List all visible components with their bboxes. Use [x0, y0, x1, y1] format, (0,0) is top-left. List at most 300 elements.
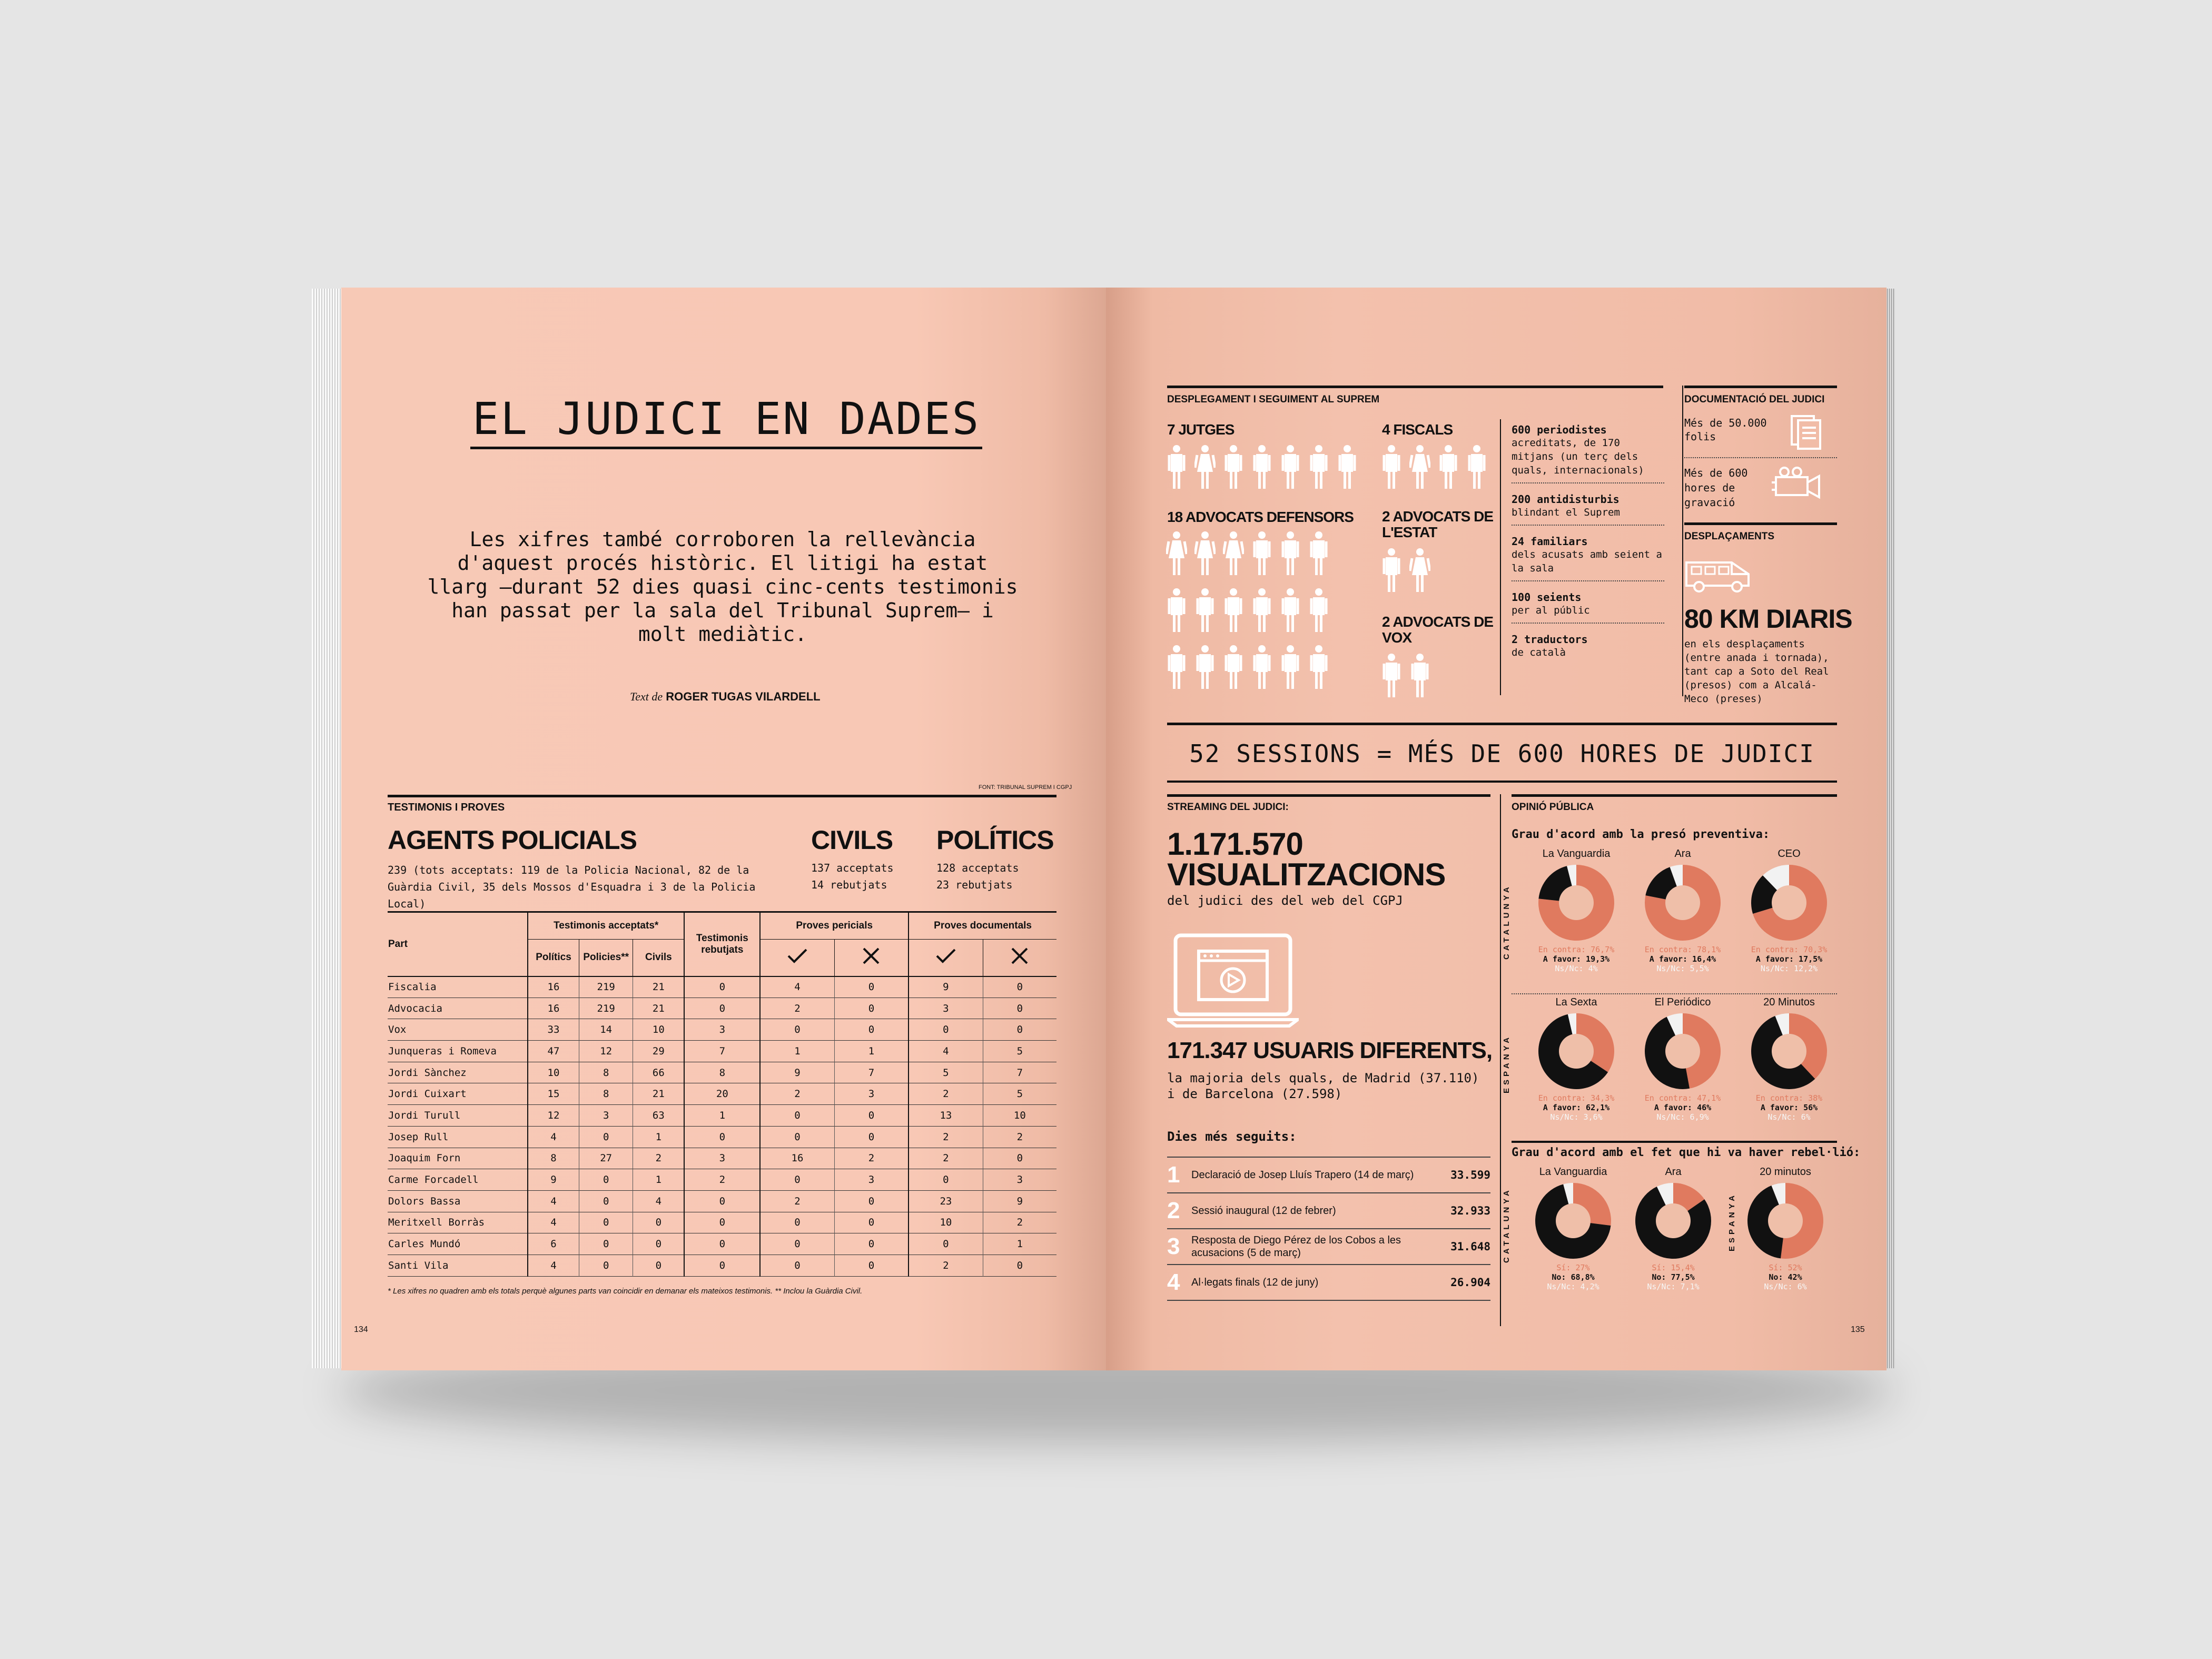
man-icon	[1223, 645, 1244, 690]
cell-value: 12	[528, 1105, 579, 1127]
donut-hole	[1665, 1034, 1700, 1069]
day-label: Al·legats finals (12 de juny)	[1191, 1277, 1319, 1288]
section-stream: STREAMING DEL JUDICI:	[1167, 802, 1289, 813]
cell-value: 0	[834, 1019, 908, 1041]
table-row	[388, 1062, 1056, 1083]
cell-value: 9	[983, 1190, 1056, 1212]
section-docs: DOCUMENTACIÓ DEL JUDICI	[1684, 394, 1825, 405]
users-text: la majoria dels quals, de Madrid (37.110) i de Barcelona (27.598)	[1167, 1071, 1479, 1101]
question-1: Grau d'acord amb la presó preventiva:	[1512, 828, 1770, 841]
cell-value: 33	[528, 1019, 579, 1041]
table-footnote: * Les xifres no quadren amb els totals perquè algunes parts van coincidir en demanar els mateixos testimonis. ** Inclou la Guàrdia Civil.	[388, 1287, 863, 1296]
poll-line-1: En contra: 38%	[1755, 1093, 1823, 1103]
cell-value: 0	[684, 1255, 760, 1276]
cell-value: 21	[633, 976, 685, 998]
poll-item	[1733, 1166, 1838, 1291]
man-icon	[1166, 588, 1187, 633]
cell-value: 0	[834, 1233, 908, 1255]
cell-value: 0	[983, 998, 1056, 1019]
byline: Text de ROGER TUGAS VILARDELL	[630, 690, 821, 703]
cell-value: 0	[684, 998, 760, 1019]
table-row	[388, 1212, 1056, 1233]
icon-row	[1166, 531, 1377, 576]
km-title: 80 KM DIARIS	[1684, 604, 1852, 634]
docs-folis: Més de 50.000 folis	[1684, 417, 1767, 443]
cell-value: 0	[579, 1233, 633, 1255]
cell-value: 0	[983, 1019, 1056, 1041]
cell-value: 2	[633, 1148, 685, 1169]
donut-chart	[1750, 1012, 1829, 1091]
day-value: 32.933	[1450, 1204, 1490, 1217]
day-rank: 4	[1167, 1269, 1180, 1295]
cell-value: 2	[908, 1148, 983, 1169]
cell-value: 4	[633, 1190, 685, 1212]
man-icon	[1251, 645, 1272, 690]
politics-l2: 23 rebutjats	[936, 878, 1013, 891]
cell-value: 10	[908, 1212, 983, 1233]
cell-value: 13	[908, 1105, 983, 1127]
donut-hole	[1556, 1203, 1591, 1238]
cell-value: 0	[983, 1148, 1056, 1169]
man-icon	[1308, 645, 1329, 690]
cross-icon	[983, 940, 1056, 976]
row-label: Jordi Turull	[388, 1109, 461, 1121]
stat-item	[1512, 531, 1664, 581]
cell-value: 1	[834, 1041, 908, 1062]
man-icon	[1223, 588, 1244, 633]
row-label: Junqueras i Romeva	[388, 1045, 497, 1057]
cell-value: 23	[908, 1190, 983, 1212]
stat-bold: 600 periodistes	[1512, 423, 1607, 436]
poll-line-1: En contra: 76,7%	[1538, 945, 1615, 954]
poll-line-1: En contra: 70,3%	[1751, 945, 1828, 954]
top-days-list	[1167, 1157, 1490, 1301]
poll-source: El Periódico	[1654, 996, 1711, 1008]
camera-icon	[1771, 467, 1823, 503]
poll-item	[1523, 848, 1630, 973]
cell-value: 10	[528, 1062, 579, 1083]
woman-icon	[1409, 445, 1430, 490]
donut-chart	[1537, 1012, 1616, 1091]
man-icon	[1166, 445, 1187, 490]
poll-source: 20 Minutos	[1763, 996, 1815, 1008]
man-icon	[1280, 445, 1301, 490]
cell-value: 29	[633, 1041, 685, 1062]
th-doc: Proves documentals	[908, 912, 1056, 940]
row-label: Joaquim Forn	[388, 1152, 461, 1164]
section-travel: DESPLAÇAMENTS	[1684, 531, 1775, 542]
cell-value: 7	[684, 1041, 760, 1062]
cell-value: 2	[983, 1126, 1056, 1148]
table-row	[388, 998, 1056, 1019]
stat-text: blindant el Suprem	[1512, 507, 1620, 518]
region-esp-2: ESPANYA	[1727, 1192, 1736, 1251]
poll-item	[1736, 848, 1842, 973]
judges-icons	[1166, 445, 1365, 501]
poll-line-1: En contra: 78,1%	[1644, 945, 1721, 954]
cell-value: 3	[834, 1169, 908, 1191]
page-number-right: 135	[1851, 1325, 1865, 1334]
views-number: 1.171.570	[1167, 826, 1303, 862]
man-icon	[1280, 588, 1301, 633]
cell-value: 16	[760, 1148, 834, 1169]
poll-item	[1630, 848, 1736, 973]
poll-line-1: En contra: 34,3%	[1538, 1093, 1615, 1103]
cell-value: 15	[528, 1083, 579, 1105]
cell-value: 0	[579, 1190, 633, 1212]
cell-value: 0	[684, 1190, 760, 1212]
poll-line-1: Sí: 15,4%	[1652, 1263, 1695, 1272]
page-number-left: 134	[354, 1325, 368, 1334]
th-police: Policies**	[579, 940, 633, 976]
donut-hole	[1656, 1203, 1691, 1238]
cell-value: 2	[908, 1255, 983, 1276]
row-label: Carme Forcadell	[388, 1174, 479, 1186]
cell-value: 0	[579, 1212, 633, 1233]
man-icon	[1337, 445, 1358, 490]
stat-bold: 100 seients	[1512, 591, 1582, 604]
section-deploy: DESPLEGAMENT I SEGUIMENT AL SUPREM	[1167, 394, 1380, 405]
table-row	[388, 1019, 1056, 1041]
row-label: Advocacia	[388, 1002, 442, 1014]
page-edges-left	[312, 289, 343, 1368]
cell-value: 0	[633, 1212, 685, 1233]
cell-value: 27	[579, 1148, 633, 1169]
day-rank: 1	[1167, 1162, 1180, 1188]
donut-chart	[1537, 863, 1616, 942]
man-icon	[1381, 653, 1402, 698]
poll-line-3: Ns/Nc: 6,9%	[1656, 1112, 1709, 1122]
cell-value: 5	[983, 1083, 1056, 1105]
cell-value: 9	[760, 1062, 834, 1083]
cell-value: 2	[684, 1169, 760, 1191]
left-page	[341, 288, 1106, 1370]
poll-source: La Sexta	[1555, 996, 1597, 1008]
table-row	[388, 1105, 1056, 1127]
civils-l1: 137 acceptats	[811, 862, 894, 874]
cell-value: 0	[834, 976, 908, 998]
cell-value: 0	[684, 1212, 760, 1233]
poll-line-3: Ns/Nc: 4%	[1555, 964, 1598, 973]
man-icon	[1251, 588, 1272, 633]
table-row	[388, 1083, 1056, 1105]
cell-value: 63	[633, 1105, 685, 1127]
poll-line-2: No: 42%	[1769, 1272, 1802, 1282]
row-label: Josep Rull	[388, 1131, 449, 1143]
man-icon	[1381, 548, 1402, 593]
testimony-table	[388, 911, 1056, 1277]
cell-value: 8	[579, 1062, 633, 1083]
icon-row	[1166, 445, 1365, 490]
cell-value: 0	[633, 1233, 685, 1255]
day-value: 33.599	[1450, 1169, 1490, 1181]
poll-line-1: Sí: 27%	[1556, 1263, 1590, 1272]
day-rank: 3	[1167, 1233, 1180, 1259]
th-expert: Proves pericials	[760, 912, 908, 940]
cell-value: 0	[834, 1105, 908, 1127]
poll-item	[1630, 996, 1736, 1122]
th-accepted: Testimonis acceptats*	[528, 912, 684, 940]
cell-value: 14	[579, 1019, 633, 1041]
cell-value: 0	[834, 1255, 908, 1276]
cell-value: 2	[760, 998, 834, 1019]
poll-source: La Vanguardia	[1542, 848, 1611, 860]
cell-value: 10	[633, 1019, 685, 1041]
table-row	[388, 1148, 1056, 1169]
fiscals-label: 4 FISCALS	[1382, 421, 1453, 438]
cell-value: 3	[908, 998, 983, 1019]
docs-hours: Més de 600 hores de gravació	[1684, 467, 1748, 509]
cell-value: 2	[834, 1148, 908, 1169]
th-rejected: Testimonis rebutjats	[684, 912, 760, 976]
cell-value: 5	[908, 1062, 983, 1083]
cell-value: 21	[633, 998, 685, 1019]
vox-icons	[1381, 653, 1438, 710]
donut-chart	[1634, 1181, 1713, 1260]
days-title: Dies més seguits:	[1167, 1129, 1297, 1144]
day-label: Resposta de Diego Pérez de los Cobos a les acusacions (5 de març)	[1191, 1235, 1401, 1259]
cell-value: 0	[834, 998, 908, 1019]
cell-value: 7	[983, 1062, 1056, 1083]
cell-value: 0	[633, 1255, 685, 1276]
cell-value: 4	[528, 1126, 579, 1148]
poll-line-1: En contra: 47,1%	[1644, 1093, 1721, 1103]
day-row	[1167, 1192, 1490, 1228]
cell-value: 1	[760, 1041, 834, 1062]
poll-line-2: A favor: 17,5%	[1755, 954, 1823, 964]
man-icon	[1409, 653, 1430, 698]
cell-value: 8	[579, 1083, 633, 1105]
stat-text: acreditats, de 170 mitjans (un terç dels quals, internacionals)	[1512, 437, 1644, 476]
state-label: 2 ADVOCATS DE L'ESTAT	[1382, 508, 1494, 540]
man-icon	[1194, 645, 1216, 690]
politics-title: POLÍTICS	[936, 825, 1054, 855]
cell-value: 0	[834, 1212, 908, 1233]
cell-value: 0	[834, 1126, 908, 1148]
cell-value: 8	[528, 1148, 579, 1169]
cell-value: 1	[633, 1169, 685, 1191]
donut-hole	[1559, 885, 1594, 920]
cell-value: 0	[684, 976, 760, 998]
poll-item	[1623, 1166, 1723, 1291]
poll-line-3: Ns/Nc: 6%	[1764, 1282, 1807, 1291]
check-icon	[760, 940, 834, 976]
table-row	[388, 1169, 1056, 1191]
cell-value: 3	[983, 1169, 1056, 1191]
civils-l2: 14 rebutjats	[811, 878, 887, 891]
man-icon	[1280, 645, 1301, 690]
sessions-headline: 52 SESSIONS = MÉS DE 600 HORES DE JUDICI	[1189, 739, 1815, 768]
cell-value: 0	[983, 976, 1056, 998]
cell-value: 4	[908, 1041, 983, 1062]
page-edges-right	[1885, 289, 1895, 1368]
woman-icon	[1194, 531, 1216, 576]
cell-value: 6	[528, 1233, 579, 1255]
cell-value: 20	[684, 1083, 760, 1105]
defense-label: 18 ADVOCATS DEFENSORS	[1167, 509, 1354, 525]
day-value: 26.904	[1450, 1276, 1490, 1289]
day-row	[1167, 1228, 1490, 1264]
cell-value: 9	[908, 976, 983, 998]
poll-line-3: Ns/Nc: 6%	[1767, 1112, 1811, 1122]
table-row	[388, 1126, 1056, 1148]
cell-value: 2	[908, 1126, 983, 1148]
cell-value: 0	[760, 1019, 834, 1041]
politics-l1: 128 acceptats	[936, 862, 1019, 874]
section-opinion: OPINIÓ PÚBLICA	[1512, 802, 1594, 813]
day-label: Sessió inaugural (12 de febrer)	[1191, 1205, 1336, 1217]
stat-item	[1512, 629, 1664, 665]
table-row	[388, 1233, 1056, 1255]
cell-value: 1	[983, 1233, 1056, 1255]
table-row	[388, 1190, 1056, 1212]
cell-value: 3	[579, 1105, 633, 1127]
cell-value: 66	[633, 1062, 685, 1083]
page-title: EL JUDICI EN DADES	[341, 393, 1106, 445]
defense-icons	[1166, 531, 1377, 702]
poll-line-3: Ns/Nc: 7,1%	[1647, 1282, 1700, 1291]
row-label: Meritxell Borràs	[388, 1217, 485, 1229]
poll-line-2: A favor: 46%	[1654, 1103, 1712, 1112]
icon-row	[1381, 653, 1438, 698]
cell-value: 16	[528, 998, 579, 1019]
cell-value: 5	[983, 1041, 1056, 1062]
row-label: Vox	[388, 1024, 407, 1036]
cell-value: 0	[760, 1212, 834, 1233]
day-row	[1167, 1264, 1490, 1301]
donut-chart	[1643, 1012, 1722, 1091]
van-icon	[1684, 557, 1753, 593]
poll-line-2: A favor: 62,1%	[1543, 1103, 1610, 1112]
row-label: Fiscalia	[388, 981, 437, 993]
stat-bold: 200 antidisturbis	[1512, 493, 1619, 506]
stat-text: dels acusats amb seient a la sala	[1512, 549, 1662, 574]
civils-title: CIVILS	[811, 825, 893, 855]
laptop-video-icon	[1167, 932, 1299, 1028]
row-label: Jordi Sànchez	[388, 1066, 467, 1079]
right-page	[1106, 288, 1887, 1370]
poll-item	[1523, 1166, 1623, 1291]
check-icon	[908, 940, 983, 976]
poll-source: CEO	[1777, 848, 1801, 860]
cell-value: 16	[528, 976, 579, 998]
man-icon	[1223, 445, 1244, 490]
source-note: FONT: TRIBUNAL SUPREM I CGPJ	[979, 784, 1072, 791]
man-icon	[1251, 445, 1272, 490]
donut-chart	[1746, 1181, 1825, 1260]
cell-value: 219	[579, 998, 633, 1019]
cell-value: 0	[908, 1169, 983, 1191]
donut-hole	[1768, 1203, 1803, 1238]
stat-item	[1512, 587, 1664, 624]
deploy-stats	[1512, 419, 1664, 670]
man-icon	[1308, 588, 1329, 633]
cell-value: 3	[684, 1019, 760, 1041]
region-cat-2: CATALUNYA	[1502, 1187, 1511, 1263]
row-label: Santi Vila	[388, 1259, 449, 1271]
vox-label: 2 ADVOCATS DE VOX	[1382, 614, 1494, 646]
poll-item	[1736, 996, 1842, 1122]
man-icon	[1381, 445, 1402, 490]
cell-value: 0	[760, 1169, 834, 1191]
day-value: 31.648	[1450, 1240, 1490, 1253]
donut-hole	[1772, 1034, 1806, 1069]
man-icon	[1308, 531, 1329, 576]
cell-value: 12	[579, 1041, 633, 1062]
man-icon	[1194, 588, 1216, 633]
km-text: en els desplaçaments (entre anada i tornada), tant cap a Soto del Real (presos) com a Alcalá-Meco (preses)	[1684, 638, 1829, 705]
poll-line-2: A favor: 56%	[1760, 1103, 1818, 1112]
cell-value: 2	[760, 1083, 834, 1105]
row-label: Dolors Bassa	[388, 1195, 461, 1207]
poll-line-3: Ns/Nc: 5,5%	[1656, 964, 1709, 973]
th-civils: Civils	[633, 940, 685, 976]
man-icon	[1251, 531, 1272, 576]
table-row	[388, 1255, 1056, 1276]
cell-value: 0	[684, 1126, 760, 1148]
poll-line-2: A favor: 19,3%	[1543, 954, 1610, 964]
cell-value: 4	[528, 1255, 579, 1276]
stat-text: per al públic	[1512, 605, 1590, 616]
stat-bold: 24 familiars	[1512, 535, 1588, 548]
donut-chart	[1750, 863, 1829, 942]
day-label: Declaració de Josep Lluís Trapero (14 de març)	[1191, 1169, 1414, 1181]
cell-value: 21	[633, 1083, 685, 1105]
cell-value: 0	[908, 1233, 983, 1255]
cell-value: 4	[528, 1190, 579, 1212]
woman-icon	[1223, 531, 1244, 576]
cell-value: 2	[983, 1212, 1056, 1233]
cell-value: 0	[579, 1169, 633, 1191]
cell-value: 0	[684, 1233, 760, 1255]
poll-line-2: No: 68,8%	[1552, 1272, 1595, 1282]
cell-value: 0	[579, 1126, 633, 1148]
cell-value: 0	[760, 1233, 834, 1255]
cell-value: 0	[760, 1126, 834, 1148]
table-row	[388, 976, 1056, 998]
poll-line-3: Ns/Nc: 12,2%	[1760, 964, 1818, 973]
woman-icon	[1409, 548, 1430, 593]
table-row	[388, 1041, 1056, 1062]
donut-hole	[1559, 1034, 1594, 1069]
cell-value: 0	[760, 1255, 834, 1276]
woman-icon	[1194, 445, 1216, 490]
icon-row	[1381, 548, 1438, 593]
poll-source: Ara	[1674, 848, 1691, 860]
day-row	[1167, 1157, 1490, 1192]
users-title: 171.347 USUARIS DIFERENTS,	[1167, 1038, 1493, 1063]
cell-value: 2	[908, 1083, 983, 1105]
cell-value: 1	[633, 1126, 685, 1148]
poll-line-3: Ns/Nc: 3,6%	[1550, 1112, 1603, 1122]
donut-chart	[1534, 1181, 1613, 1260]
cell-value: 10	[983, 1105, 1056, 1127]
poll-source: 20 minutos	[1760, 1166, 1811, 1178]
poll-item	[1523, 996, 1630, 1122]
man-icon	[1280, 531, 1301, 576]
cell-value: 3	[834, 1083, 908, 1105]
poll-source: La Vanguardia	[1539, 1166, 1607, 1178]
cell-value: 7	[834, 1062, 908, 1083]
stat-text: de català	[1512, 647, 1566, 658]
woman-icon	[1166, 531, 1187, 576]
man-icon	[1166, 645, 1187, 690]
th-part: Part	[388, 912, 528, 976]
intro-text: Les xifres també corroboren la rellevància d'aquest procés històric. El litigi ha estat llarg —durant 52 dies quasi cinc-cents testimonis han passat per la sala del Tribunal Suprem— i molt mediàtic.	[427, 528, 1018, 646]
cell-value: 0	[834, 1190, 908, 1212]
donut-hole	[1665, 885, 1700, 920]
row-label: Carles Mundó	[388, 1238, 461, 1250]
